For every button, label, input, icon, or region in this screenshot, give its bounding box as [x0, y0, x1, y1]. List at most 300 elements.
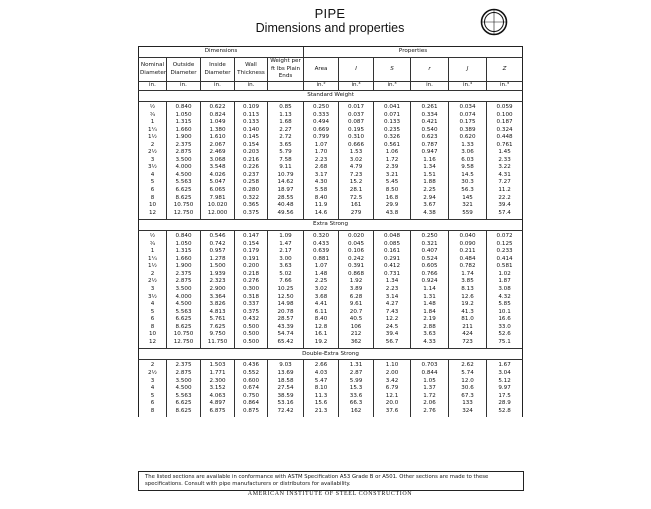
- unit-cell: in.: [167, 82, 201, 91]
- value-cell: 8.40: [304, 316, 339, 324]
- value-cell: 1.48: [304, 271, 339, 279]
- spacer-row: [139, 415, 523, 417]
- value-cell: 6.11: [304, 309, 339, 317]
- table-row: [139, 134, 523, 142]
- col-header-inside: Inside Diameter: [201, 58, 235, 82]
- value-cell: 2.875: [167, 149, 201, 157]
- value-cell: 4.063: [201, 393, 235, 401]
- value-cell: 1.07: [304, 142, 339, 150]
- nominal-diameter-cell: 4: [139, 385, 167, 393]
- value-cell: 2.323: [201, 278, 235, 286]
- nominal-diameter-cell: 1: [139, 248, 167, 256]
- value-cell: 2.88: [411, 324, 449, 332]
- nominal-diameter-cell: 8: [139, 408, 167, 416]
- section-title: Extra Strong: [139, 220, 523, 231]
- value-cell: 3.548: [201, 164, 235, 172]
- value-cell: 0.448: [487, 134, 523, 142]
- value-cell: 1.315: [167, 248, 201, 256]
- value-cell: 0.310: [339, 134, 374, 142]
- value-cell: 0.133: [235, 119, 268, 127]
- value-cell: 12.000: [201, 210, 235, 218]
- value-cell: 0.154: [235, 142, 268, 150]
- value-cell: 0.957: [201, 248, 235, 256]
- value-cell: 3.04: [487, 370, 523, 378]
- value-cell: 40.5: [339, 316, 374, 324]
- value-cell: 37.6: [374, 408, 411, 416]
- table-row: [139, 408, 523, 416]
- value-cell: 0.133: [374, 119, 411, 127]
- value-cell: 29.9: [374, 202, 411, 210]
- value-cell: 14.98: [268, 301, 304, 309]
- value-cell: 0.233: [487, 248, 523, 256]
- nominal-diameter-cell: 3½: [139, 164, 167, 172]
- value-cell: 0.291: [374, 256, 411, 264]
- nominal-diameter-cell: 4: [139, 301, 167, 309]
- value-cell: 4.31: [487, 172, 523, 180]
- value-cell: 0.881: [304, 256, 339, 264]
- table-row: [139, 256, 523, 264]
- table-row: [139, 127, 523, 135]
- value-cell: 3.068: [201, 157, 235, 165]
- value-cell: 0.242: [339, 256, 374, 264]
- value-cell: 4.500: [167, 301, 201, 309]
- value-cell: 559: [449, 210, 487, 218]
- value-cell: 2.375: [167, 362, 201, 370]
- value-cell: 145: [449, 195, 487, 203]
- value-cell: 1.31: [339, 362, 374, 370]
- value-cell: 49.56: [268, 210, 304, 218]
- value-cell: 21.3: [304, 408, 339, 416]
- value-cell: 0.074: [449, 112, 487, 120]
- value-cell: 67.3: [449, 393, 487, 401]
- table-row: [139, 195, 523, 203]
- unit-cell: in.: [201, 82, 235, 91]
- table-row: [139, 142, 523, 150]
- value-cell: 2.33: [487, 157, 523, 165]
- value-cell: 0.106: [339, 248, 374, 256]
- value-cell: 723: [449, 339, 487, 347]
- value-cell: 3.89: [339, 286, 374, 294]
- value-cell: 0.258: [235, 179, 268, 187]
- value-cell: 0.864: [235, 400, 268, 408]
- value-cell: 5.58: [304, 187, 339, 195]
- value-cell: 66.3: [339, 400, 374, 408]
- value-cell: 0.375: [235, 210, 268, 218]
- value-cell: 0.761: [487, 142, 523, 150]
- value-cell: 0.087: [339, 119, 374, 127]
- value-cell: 24.5: [374, 324, 411, 332]
- value-cell: 9.97: [487, 385, 523, 393]
- value-cell: 1.45: [487, 149, 523, 157]
- value-cell: 0.844: [411, 370, 449, 378]
- value-cell: 0.020: [339, 233, 374, 241]
- value-cell: 3.06: [449, 149, 487, 157]
- value-cell: 0.017: [339, 104, 374, 112]
- value-cell: 12.0: [449, 378, 487, 386]
- value-cell: 0.187: [487, 119, 523, 127]
- value-cell: 18.97: [268, 187, 304, 195]
- nominal-diameter-cell: 3: [139, 286, 167, 294]
- group-header-row: [139, 47, 523, 58]
- value-cell: 6.79: [374, 385, 411, 393]
- value-cell: 3.42: [374, 378, 411, 386]
- nominal-diameter-cell: ¾: [139, 241, 167, 249]
- col-header-wall: Wall Thickness: [235, 58, 268, 82]
- nominal-diameter-cell: 2½: [139, 370, 167, 378]
- title-block: [138, 6, 522, 36]
- value-cell: 41.3: [449, 309, 487, 317]
- value-cell: 81.0: [449, 316, 487, 324]
- value-cell: 0.500: [235, 339, 268, 347]
- table-row: [139, 286, 523, 294]
- value-cell: 0.059: [487, 104, 523, 112]
- value-cell: 6.03: [449, 157, 487, 165]
- value-cell: 11.3: [304, 393, 339, 401]
- value-cell: 53.16: [268, 400, 304, 408]
- value-cell: 6.625: [167, 316, 201, 324]
- value-cell: 11.9: [304, 202, 339, 210]
- nominal-diameter-cell: 4: [139, 172, 167, 180]
- value-cell: 5.85: [487, 301, 523, 309]
- value-cell: 19.2: [304, 339, 339, 347]
- table-row: [139, 362, 523, 370]
- value-cell: 0.407: [411, 248, 449, 256]
- value-cell: 75.1: [487, 339, 523, 347]
- value-cell: 0.414: [487, 256, 523, 264]
- value-cell: 3.08: [487, 286, 523, 294]
- value-cell: 6.065: [201, 187, 235, 195]
- value-cell: 0.840: [167, 104, 201, 112]
- value-cell: 3.65: [268, 142, 304, 150]
- value-cell: 3.63: [411, 331, 449, 339]
- page-subtitle: Dimensions and properties: [255, 21, 405, 35]
- value-cell: 0.421: [411, 119, 449, 127]
- nominal-diameter-cell: 6: [139, 400, 167, 408]
- unit-cell: in.³: [374, 82, 411, 91]
- nominal-diameter-cell: 1¼: [139, 127, 167, 135]
- value-cell: 9.750: [201, 331, 235, 339]
- value-cell: 6.875: [201, 408, 235, 416]
- value-cell: 72.5: [339, 195, 374, 203]
- value-cell: 30.6: [449, 385, 487, 393]
- value-cell: 324: [449, 408, 487, 416]
- value-cell: 12.1: [374, 393, 411, 401]
- value-cell: 12.50: [268, 294, 304, 302]
- value-cell: 0.040: [449, 233, 487, 241]
- properties-group-header: Properties: [304, 47, 523, 58]
- value-cell: 1.049: [201, 119, 235, 127]
- value-cell: 2.23: [374, 286, 411, 294]
- value-cell: 54.74: [268, 331, 304, 339]
- value-cell: 9.61: [339, 301, 374, 309]
- value-cell: 56.7: [374, 339, 411, 347]
- value-cell: 0.085: [374, 241, 411, 249]
- value-cell: 72.42: [268, 408, 304, 416]
- value-cell: 1.939: [201, 271, 235, 279]
- value-cell: 2.39: [374, 164, 411, 172]
- value-cell: 0.391: [339, 263, 374, 271]
- nominal-diameter-cell: 2: [139, 362, 167, 370]
- nominal-diameter-cell: ½: [139, 104, 167, 112]
- value-cell: 27.54: [268, 385, 304, 393]
- value-cell: 12.6: [449, 294, 487, 302]
- nominal-diameter-cell: 3: [139, 157, 167, 165]
- nominal-diameter-cell: 5: [139, 309, 167, 317]
- value-cell: 10.020: [201, 202, 235, 210]
- value-cell: 2.72: [268, 134, 304, 142]
- table-row: [139, 179, 523, 187]
- value-cell: 43.8: [374, 210, 411, 218]
- value-cell: 4.41: [304, 301, 339, 309]
- section-header-row: [139, 91, 523, 102]
- value-cell: 10.1: [487, 309, 523, 317]
- unit-cell: [268, 82, 304, 91]
- value-cell: 0.113: [235, 112, 268, 120]
- value-cell: 28.1: [339, 187, 374, 195]
- pipe-cross-section-icon: [480, 8, 508, 36]
- section-header-row: [139, 220, 523, 231]
- value-cell: 15.2: [339, 179, 374, 187]
- table-row: [139, 309, 523, 317]
- value-cell: 20.0: [374, 400, 411, 408]
- value-cell: 30.3: [449, 179, 487, 187]
- value-cell: 3.500: [167, 286, 201, 294]
- col-header-area: Area: [304, 58, 339, 82]
- value-cell: 3.67: [411, 202, 449, 210]
- nominal-diameter-cell: 5: [139, 179, 167, 187]
- value-cell: 0.041: [374, 104, 411, 112]
- value-cell: 0.620: [449, 134, 487, 142]
- value-cell: 5.563: [167, 179, 201, 187]
- value-cell: 3.63: [268, 263, 304, 271]
- nominal-diameter-cell: 2: [139, 142, 167, 150]
- value-cell: 15.6: [304, 400, 339, 408]
- section-header-row: [139, 349, 523, 360]
- value-cell: 0.500: [235, 331, 268, 339]
- value-cell: 28.57: [268, 316, 304, 324]
- table-row: [139, 248, 523, 256]
- value-cell: 2.067: [201, 142, 235, 150]
- value-cell: 0.250: [411, 233, 449, 241]
- value-cell: 0.924: [411, 278, 449, 286]
- value-cell: 1.503: [201, 362, 235, 370]
- value-cell: 3.826: [201, 301, 235, 309]
- value-cell: 14.6: [304, 210, 339, 218]
- unit-cell: in.⁴: [339, 82, 374, 91]
- nominal-diameter-cell: 10: [139, 331, 167, 339]
- value-cell: 7.625: [201, 324, 235, 332]
- value-cell: 0.045: [339, 241, 374, 249]
- value-cell: 0.389: [449, 127, 487, 135]
- value-cell: 2.27: [268, 127, 304, 135]
- value-cell: 1.05: [411, 378, 449, 386]
- value-cell: 0.154: [235, 241, 268, 249]
- value-cell: 4.500: [167, 172, 201, 180]
- value-cell: 5.563: [167, 309, 201, 317]
- value-cell: 1.771: [201, 370, 235, 378]
- value-cell: 0.337: [235, 301, 268, 309]
- value-cell: 2.25: [304, 278, 339, 286]
- nominal-diameter-cell: 1¼: [139, 256, 167, 264]
- value-cell: 0.868: [339, 271, 374, 279]
- value-cell: 5.12: [487, 378, 523, 386]
- value-cell: 1.72: [411, 393, 449, 401]
- value-cell: 0.161: [374, 248, 411, 256]
- value-cell: 0.261: [411, 104, 449, 112]
- value-cell: 4.813: [201, 309, 235, 317]
- pipe-properties-table: [138, 46, 523, 417]
- value-cell: 1.92: [339, 278, 374, 286]
- value-cell: 1.13: [268, 112, 304, 120]
- value-cell: 0.216: [235, 157, 268, 165]
- table-row: [139, 278, 523, 286]
- value-cell: 0.203: [235, 149, 268, 157]
- value-cell: 0.147: [235, 233, 268, 241]
- value-cell: 0.072: [487, 233, 523, 241]
- table-row: [139, 331, 523, 339]
- value-cell: 1.88: [411, 179, 449, 187]
- nominal-diameter-cell: 6: [139, 187, 167, 195]
- value-cell: 161: [339, 202, 374, 210]
- unit-cell: in.: [235, 82, 268, 91]
- value-cell: 0.824: [201, 112, 235, 120]
- value-cell: 14.5: [449, 172, 487, 180]
- value-cell: 19.2: [449, 301, 487, 309]
- value-cell: 0.703: [411, 362, 449, 370]
- value-cell: 2.19: [411, 316, 449, 324]
- table-row: [139, 271, 523, 279]
- table-body: [139, 91, 523, 418]
- value-cell: 0.666: [339, 142, 374, 150]
- nominal-diameter-cell: 1½: [139, 263, 167, 271]
- value-cell: 1.500: [201, 263, 235, 271]
- value-cell: 0.623: [411, 134, 449, 142]
- unit-cell: in.²: [304, 82, 339, 91]
- value-cell: 0.191: [235, 256, 268, 264]
- value-cell: 4.38: [411, 210, 449, 218]
- value-cell: 1.48: [411, 301, 449, 309]
- value-cell: 0.581: [487, 263, 523, 271]
- value-cell: 1.660: [167, 256, 201, 264]
- value-cell: 39.4: [487, 202, 523, 210]
- value-cell: 0.125: [487, 241, 523, 249]
- value-cell: 0.218: [235, 271, 268, 279]
- value-cell: 0.237: [235, 172, 268, 180]
- value-cell: 18.58: [268, 378, 304, 386]
- value-cell: 0.433: [304, 241, 339, 249]
- value-cell: 7.27: [487, 179, 523, 187]
- value-cell: 8.40: [304, 195, 339, 203]
- value-cell: 0.200: [235, 263, 268, 271]
- value-cell: 33.6: [339, 393, 374, 401]
- value-cell: 3.68: [304, 294, 339, 302]
- value-cell: 0.320: [304, 233, 339, 241]
- value-cell: 0.037: [339, 112, 374, 120]
- value-cell: 0.300: [235, 286, 268, 294]
- value-cell: 33.0: [487, 324, 523, 332]
- value-cell: 0.605: [411, 263, 449, 271]
- value-cell: 11.750: [201, 339, 235, 347]
- value-cell: 2.17: [268, 248, 304, 256]
- value-cell: 0.280: [235, 187, 268, 195]
- value-cell: 1.900: [167, 134, 201, 142]
- table-row: [139, 393, 523, 401]
- value-cell: 8.625: [167, 324, 201, 332]
- footnote: The listed sections are available in conformance with ASTM Specification A53 Grade B or A501. Other sections are made to these specifications. Consult with pipe manufacturers or distributors for availability.: [138, 471, 524, 491]
- value-cell: 0.85: [268, 104, 304, 112]
- col-header-outside: Outside Diameter: [167, 58, 201, 82]
- table-row: [139, 104, 523, 112]
- col-header-r: r: [411, 58, 449, 82]
- value-cell: 0.034: [449, 104, 487, 112]
- value-cell: 0.175: [449, 119, 487, 127]
- value-cell: 0.600: [235, 378, 268, 386]
- value-cell: 4.000: [167, 164, 201, 172]
- table-row: [139, 316, 523, 324]
- value-cell: 362: [339, 339, 374, 347]
- unit-cell: in.⁴: [449, 82, 487, 91]
- value-cell: 52.6: [487, 331, 523, 339]
- value-cell: 5.02: [268, 271, 304, 279]
- value-cell: 3.02: [304, 286, 339, 294]
- table-row: [139, 301, 523, 309]
- value-cell: 57.4: [487, 210, 523, 218]
- nominal-diameter-cell: 12: [139, 210, 167, 218]
- value-cell: 12.750: [167, 339, 201, 347]
- document-page: [138, 6, 522, 502]
- table-row: [139, 294, 523, 302]
- value-cell: 0.552: [235, 370, 268, 378]
- value-cell: 1.84: [411, 309, 449, 317]
- value-cell: 16.1: [304, 331, 339, 339]
- nominal-diameter-cell: 2: [139, 271, 167, 279]
- value-cell: 0.100: [487, 112, 523, 120]
- page-title: PIPE: [314, 6, 346, 21]
- value-cell: 8.50: [374, 187, 411, 195]
- value-cell: 2.875: [167, 370, 201, 378]
- value-cell: 1.050: [167, 112, 201, 120]
- value-cell: 8.13: [449, 286, 487, 294]
- unit-cell: in.: [139, 82, 167, 91]
- value-cell: 1.37: [411, 385, 449, 393]
- value-cell: 0.145: [235, 134, 268, 142]
- value-cell: 1.06: [374, 149, 411, 157]
- value-cell: 4.27: [374, 301, 411, 309]
- value-cell: 5.563: [167, 393, 201, 401]
- value-cell: 0.276: [235, 278, 268, 286]
- nominal-diameter-cell: 8: [139, 195, 167, 203]
- value-cell: 2.375: [167, 142, 201, 150]
- value-cell: 0.179: [235, 248, 268, 256]
- section-title: Double-Extra Strong: [139, 349, 523, 360]
- value-cell: 0.140: [235, 127, 268, 135]
- table-row: [139, 378, 523, 386]
- value-cell: 3.364: [201, 294, 235, 302]
- value-cell: 1.31: [411, 294, 449, 302]
- value-cell: 43.39: [268, 324, 304, 332]
- value-cell: 0.674: [235, 385, 268, 393]
- value-cell: 0.412: [374, 263, 411, 271]
- col-header-S: S: [374, 58, 411, 82]
- value-cell: 2.375: [167, 271, 201, 279]
- units-row: [139, 82, 523, 91]
- value-cell: 0.782: [449, 263, 487, 271]
- value-cell: 0.195: [339, 127, 374, 135]
- value-cell: 11.2: [487, 187, 523, 195]
- value-cell: 4.79: [339, 164, 374, 172]
- value-cell: 38.59: [268, 393, 304, 401]
- nominal-diameter-cell: 1½: [139, 134, 167, 142]
